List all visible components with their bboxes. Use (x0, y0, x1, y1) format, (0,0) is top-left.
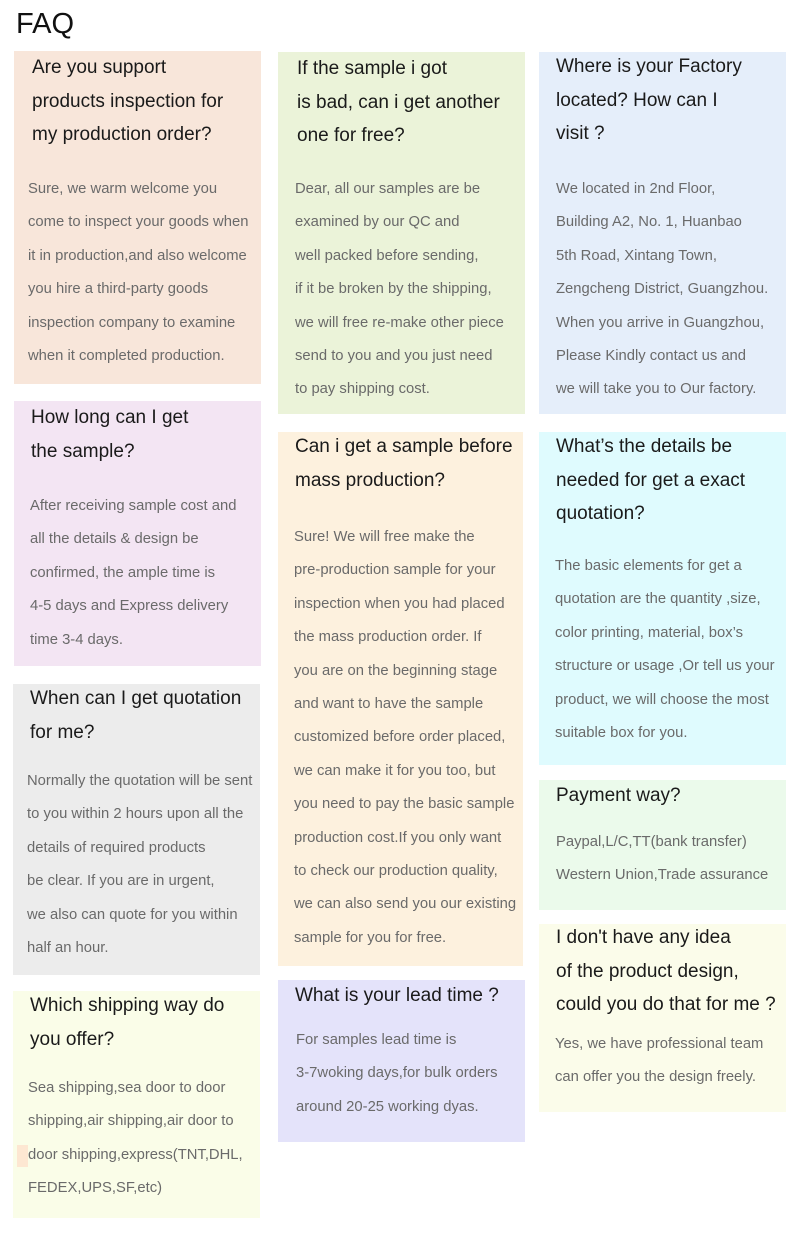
faq-answer: Sea shipping,sea door to door shipping,air shipping,air door to door shipping,express(TNT,DHL, FEDEX,UPS,SF,etc) (28, 1080, 243, 1197)
faq-card-payment (539, 780, 786, 910)
faq-answer: Paypal,L/C,TT(bank transfer) Western Union,Trade assurance (556, 834, 769, 884)
faq-question: Payment way? (556, 785, 681, 806)
faq-answer: Normally the quotation will be sent to you within 2 hours upon all the details of required products be clear. If you are in urgent, we also can quote for you within half an hour. (27, 773, 253, 957)
faq-answer: After receiving sample cost and all the details & design be confirmed, the ample time is 4-5 days and Express delivery time 3-4 days. (30, 498, 237, 648)
faq-card-design (539, 924, 786, 1112)
faq-card-shipping (13, 991, 260, 1218)
faq-question: When can I get quotation for me? (30, 688, 242, 743)
faq-answer: Yes, we have professional team can offer you the design freely. (555, 1036, 764, 1086)
faq-question: Are you support products inspection for my production order? (32, 57, 224, 145)
faq-answer: Dear, all our samples are be examined by our QC and well packed before sending, if it be broken by the shipping, we will free re-make other piece send to you and you just need to pay shipping cost. (295, 181, 504, 398)
faq-card-sample-before (278, 432, 523, 966)
faq-question: Can i get a sample before mass production? (295, 436, 513, 491)
faq-card-lead-time (278, 980, 525, 1142)
faq-answer: The basic elements for get a quotation are the quantity ,size, color printing, material, box’s structure or usage ,Or tell us your product, we will choose the most suitable box for you. (555, 558, 775, 742)
faq-card-bad-sample (278, 52, 525, 414)
faq-question: Which shipping way do you offer? (30, 995, 225, 1050)
faq-answer: Sure, we warm welcome you come to inspect your goods when it in production,and also welcome you hire a third-party goods inspection company to examine when it completed production. (28, 181, 249, 365)
faq-answer: For samples lead time is 3-7woking days,for bulk orders around 20-25 working dyas. (296, 1032, 498, 1115)
faq-answer: We located in 2nd Floor, Building A2, No. 1, Huanbao 5th Road, Xintang Town, Zengcheng District, Guangzhou. When you arrive in Guangzhou, Please Kindly contact us and we will take you to Our factory. (556, 181, 769, 398)
page-title: FAQ (16, 8, 75, 40)
faq-question: How long can I get the sample? (31, 407, 189, 462)
faq-answer: Sure! We will free make the pre-production sample for your inspection when you had placed the mass production order. If you are on the beginning stage and want to have the sample customized before order placed, we can make it for you too, but you need to pay the basic sample production cost.If you only want to check our production quality, we can also send you our existing sample for you for free. (294, 529, 517, 946)
faq-card-quotation-details (539, 432, 786, 765)
faq-question: I don't have any idea of the product design, could you do that for me ? (556, 927, 776, 1015)
faq-card-sample-time (14, 401, 261, 666)
faq-question: Where is your Factory located? How can I visit ? (556, 56, 742, 144)
faq-card-quotation-time (13, 684, 260, 975)
faq-card-inspection (14, 51, 261, 384)
decorative-strip (17, 1145, 28, 1167)
faq-question: If the sample i got is bad, can i get another one for free? (297, 58, 500, 146)
faq-question: What’s the details be needed for get a exact quotation? (556, 436, 746, 524)
faq-card-factory (539, 52, 786, 414)
faq-question: What is your lead time ? (295, 985, 499, 1006)
